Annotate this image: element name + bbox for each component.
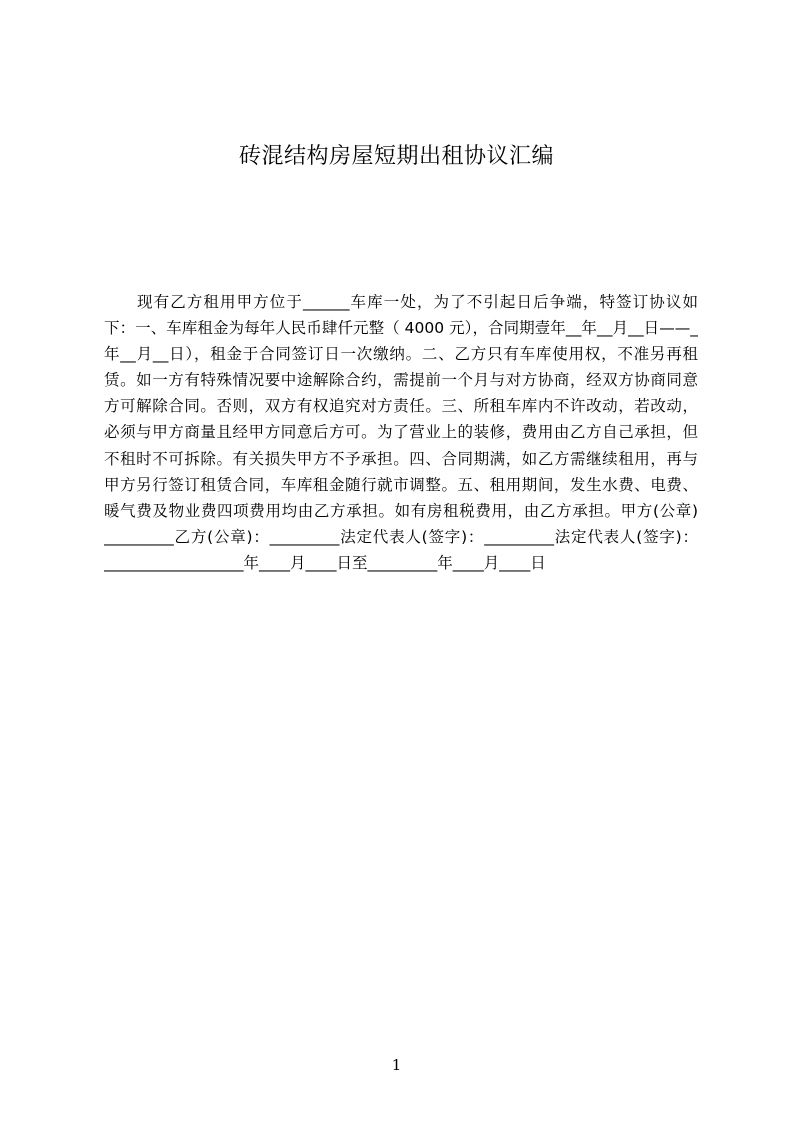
paragraph-line-4: 赁。如一方有特殊情况要中途解除合约，需提前一个月与对方协商，经双方协商同意	[104, 371, 698, 390]
paragraph-line-9: 暖气费及物业费四项费用均由乙方承担。如有房租税费用，由乙方承担。甲方(公章)	[104, 501, 698, 520]
agreement-body	[104, 289, 698, 576]
paragraph-line-1: 现有乙方租用甲方位于______车库一处，为了不引起日后争端，特签订协议如	[137, 293, 698, 311]
paragraph-line-2: 下：一、车库租金为每年人民币肆仟元整（ 4000 元），合同期壹年__年__月__日——_	[104, 319, 698, 338]
paragraph-line-6: 必须与甲方商量且经甲方同意后方可。为了营业上的装修，费用由乙方自己承担，但	[104, 423, 698, 442]
paragraph-line-8: 甲方另行签订租赁合同，车库租金随行就市调整。五、租用期间，发生水费、电费、	[104, 475, 698, 494]
page-number: 1	[391, 1056, 402, 1074]
paragraph-line-7: 不租时不可拆除。有关损失甲方不予承担。四、合同期满，如乙方需继续租用，再与	[104, 449, 698, 468]
date-line: __________________年____月____日至_________年____月____日	[104, 553, 546, 572]
paragraph-line-3: 年__月__日），租金于合同签订日一次缴纳。二、乙方只有车库使用权，不准另再租	[104, 345, 698, 364]
signature-line: _________乙方(公章)：_________法定代表人(签字)：_________法定代表人(签字)：	[104, 527, 698, 546]
paragraph-line-5: 方可解除合同。否则，双方有权追究对方责任。三、所租车库内不许改动，若改动，	[104, 397, 698, 416]
document-title: 砖混结构房屋短期出租协议汇编	[238, 144, 554, 169]
